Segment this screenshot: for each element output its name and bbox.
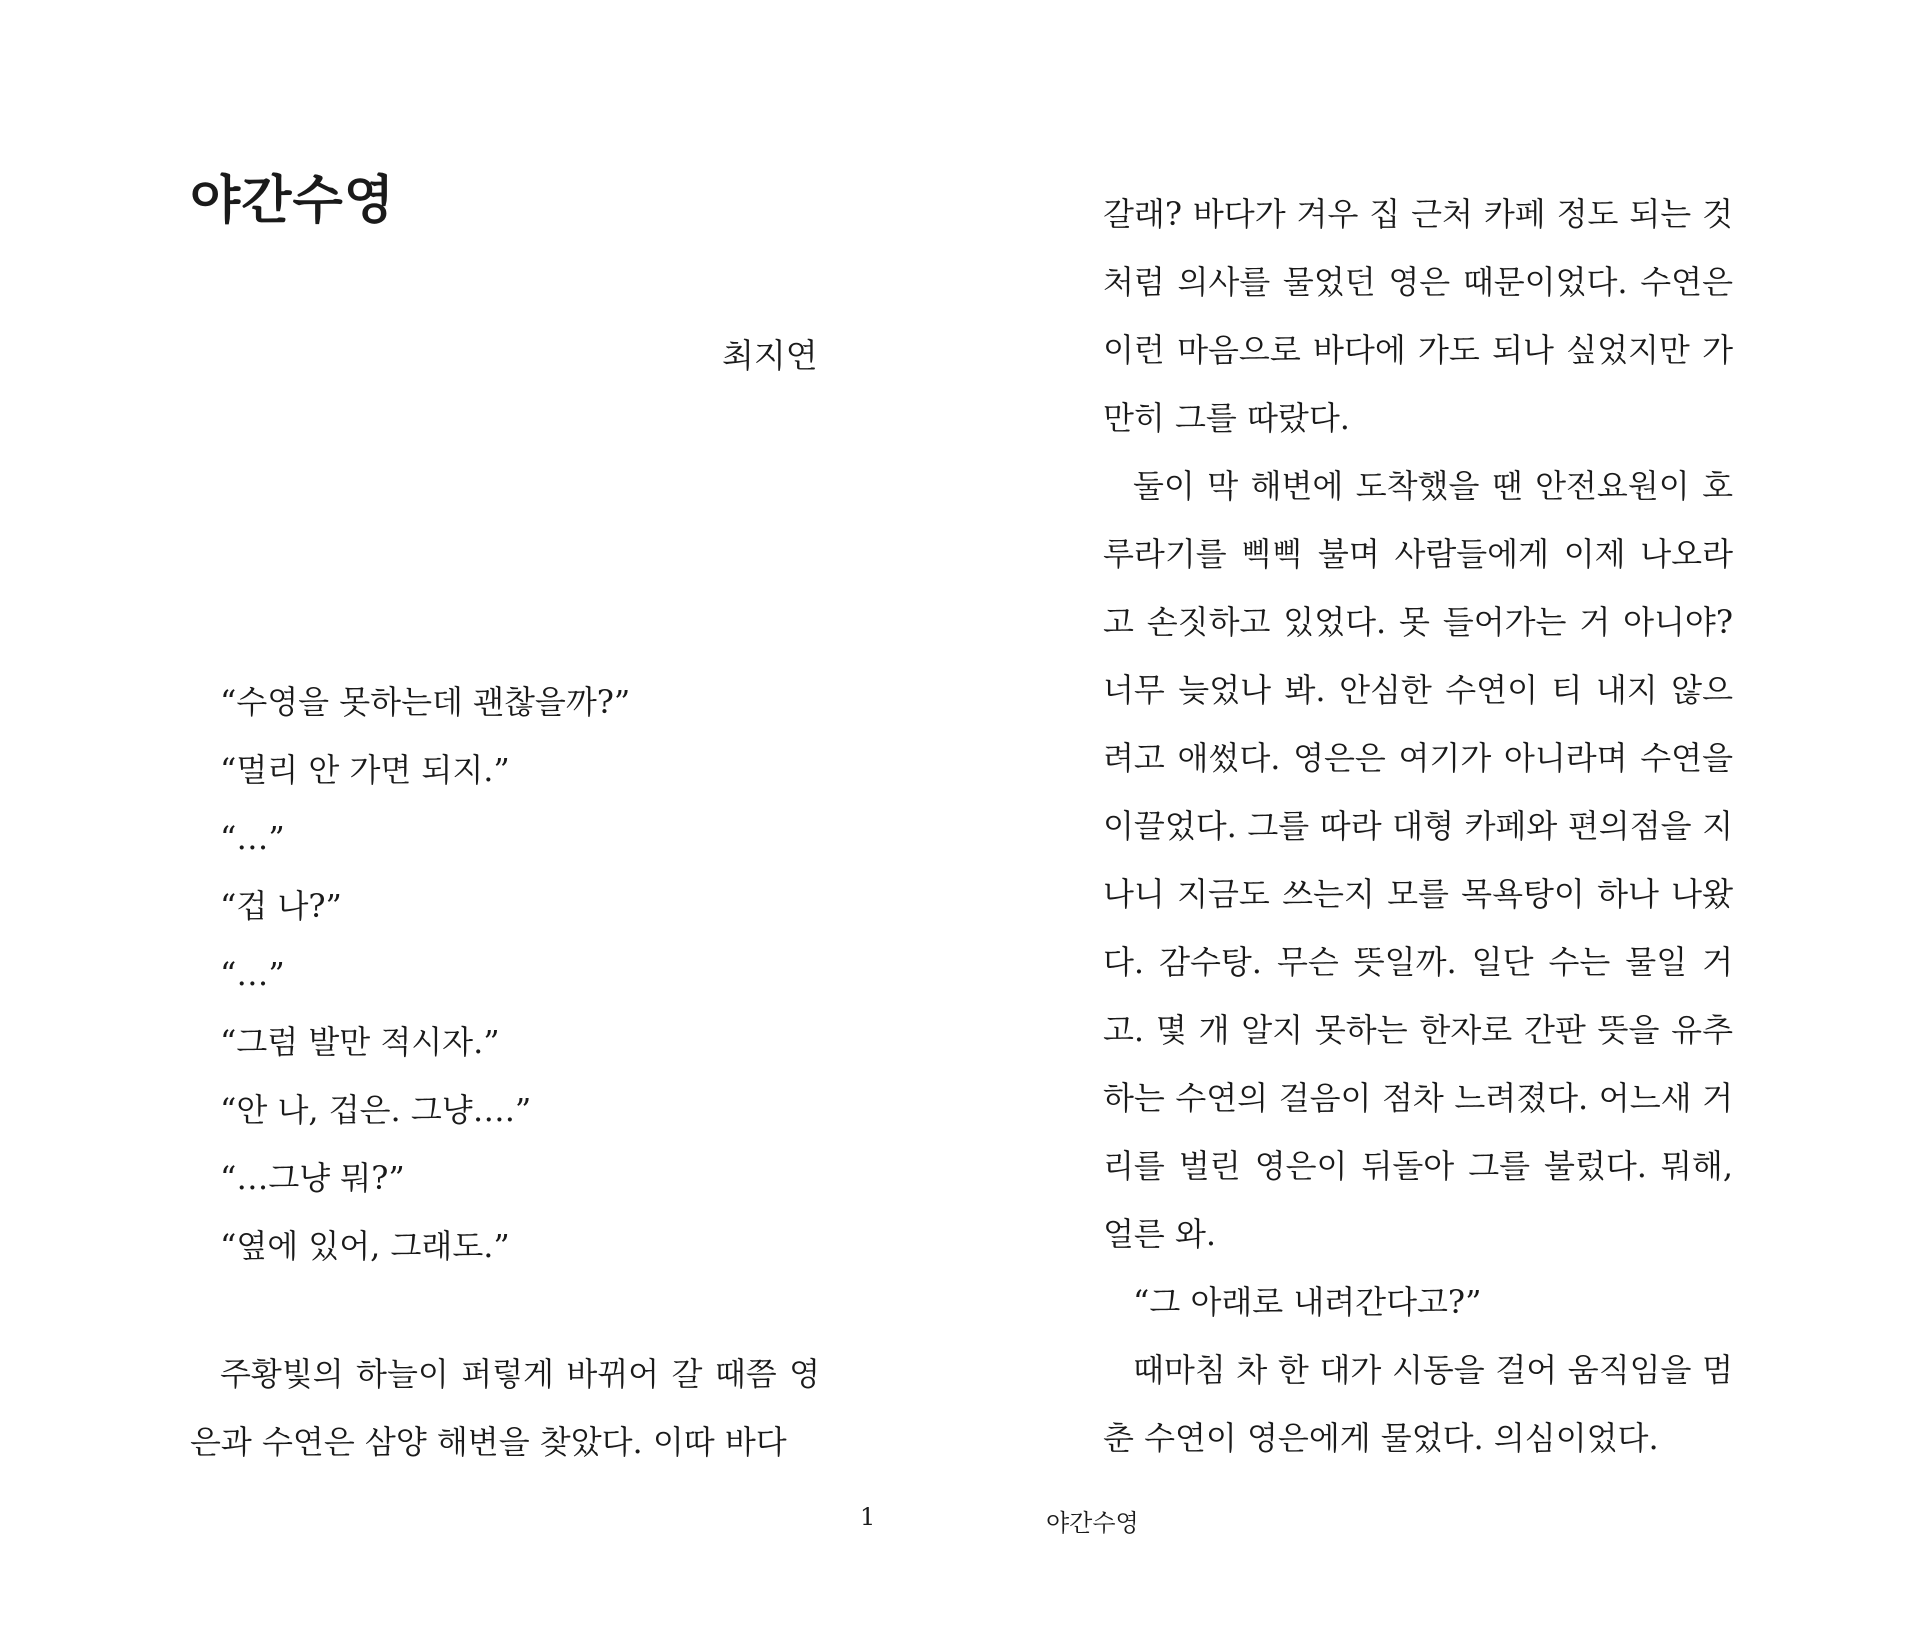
left-body-text (190, 1340, 820, 1476)
paragraph: 때마침 차 한 대가 시동을 걸어 움직임을 멈춘 수연이 영은에게 물었다. 의심이었다. (1103, 1351, 1733, 1457)
story-title: 야간수영 (190, 170, 395, 231)
dialogue-line: “안 나, 겁은. 그냥….” (220, 1091, 532, 1129)
page-number: 1 (860, 1503, 876, 1531)
page-footer (0, 1503, 1920, 1543)
dialogue-block (220, 668, 630, 1280)
dialogue-line: “…” (220, 955, 285, 993)
paragraph: 둘이 막 해변에 도착했을 땐 안전요원이 호루라기를 삑삑 불며 사람들에게 이제 나오라고 손짓하고 있었다. 못 들어가는 거 아니야? 너무 늦었나 봐. 안심한 수연이 티 내지 않으려고 애썼다. 영은은 여기가 아니라며 수연을 이끌었다. 그를 따라 대형 카페와 편의점을 지나니 지금도 쓰는지 모를 목욕탕이 하나 나왔다. 감수탕. 무슨 뜻일까. 일단 수는 물일 거고. 몇 개 알지 못하는 한자로 간판 뜻을 유추하는 수연의 걸음이 점차 느려졌다. 어느새 거리를 벌린 영은이 뒤돌아 그를 불렀다. 뭐해, 얼른 와. (1103, 467, 1733, 1253)
dialogue-line: “그 아래로 내려간다고?” (1133, 1283, 1482, 1321)
dialogue-line: “옆에 있어, 그래도.” (220, 1227, 510, 1265)
paragraph: 갈래? 바다가 겨우 집 근처 카페 정도 되는 것처럼 의사를 물었던 영은 때문이었다. 수연은 이런 마음으로 바다에 가도 되나 싶었지만 가만히 그를 따랐다. (1103, 195, 1733, 437)
dialogue-line: “수영을 못하는데 괜찮을까?” (220, 683, 631, 721)
dialogue-line: “멀리 안 가면 되지.” (220, 751, 510, 789)
paragraph: 주황빛의 하늘이 퍼렇게 바뀌어 갈 때쯤 영은과 수연은 삼양 해변을 찾았다. 이따 바다 (190, 1355, 820, 1461)
dialogue-line: “…” (220, 819, 285, 857)
dialogue-line: “…그냥 뭐?” (220, 1159, 405, 1197)
running-title: 야간수영 (1046, 1509, 1139, 1537)
dialogue-line: “겁 나?” (220, 887, 342, 925)
left-column (190, 170, 820, 232)
right-column (1103, 180, 1733, 1472)
dialogue-line: “그럼 발만 적시자.” (220, 1023, 500, 1061)
author-name: 최지연 (722, 336, 818, 375)
